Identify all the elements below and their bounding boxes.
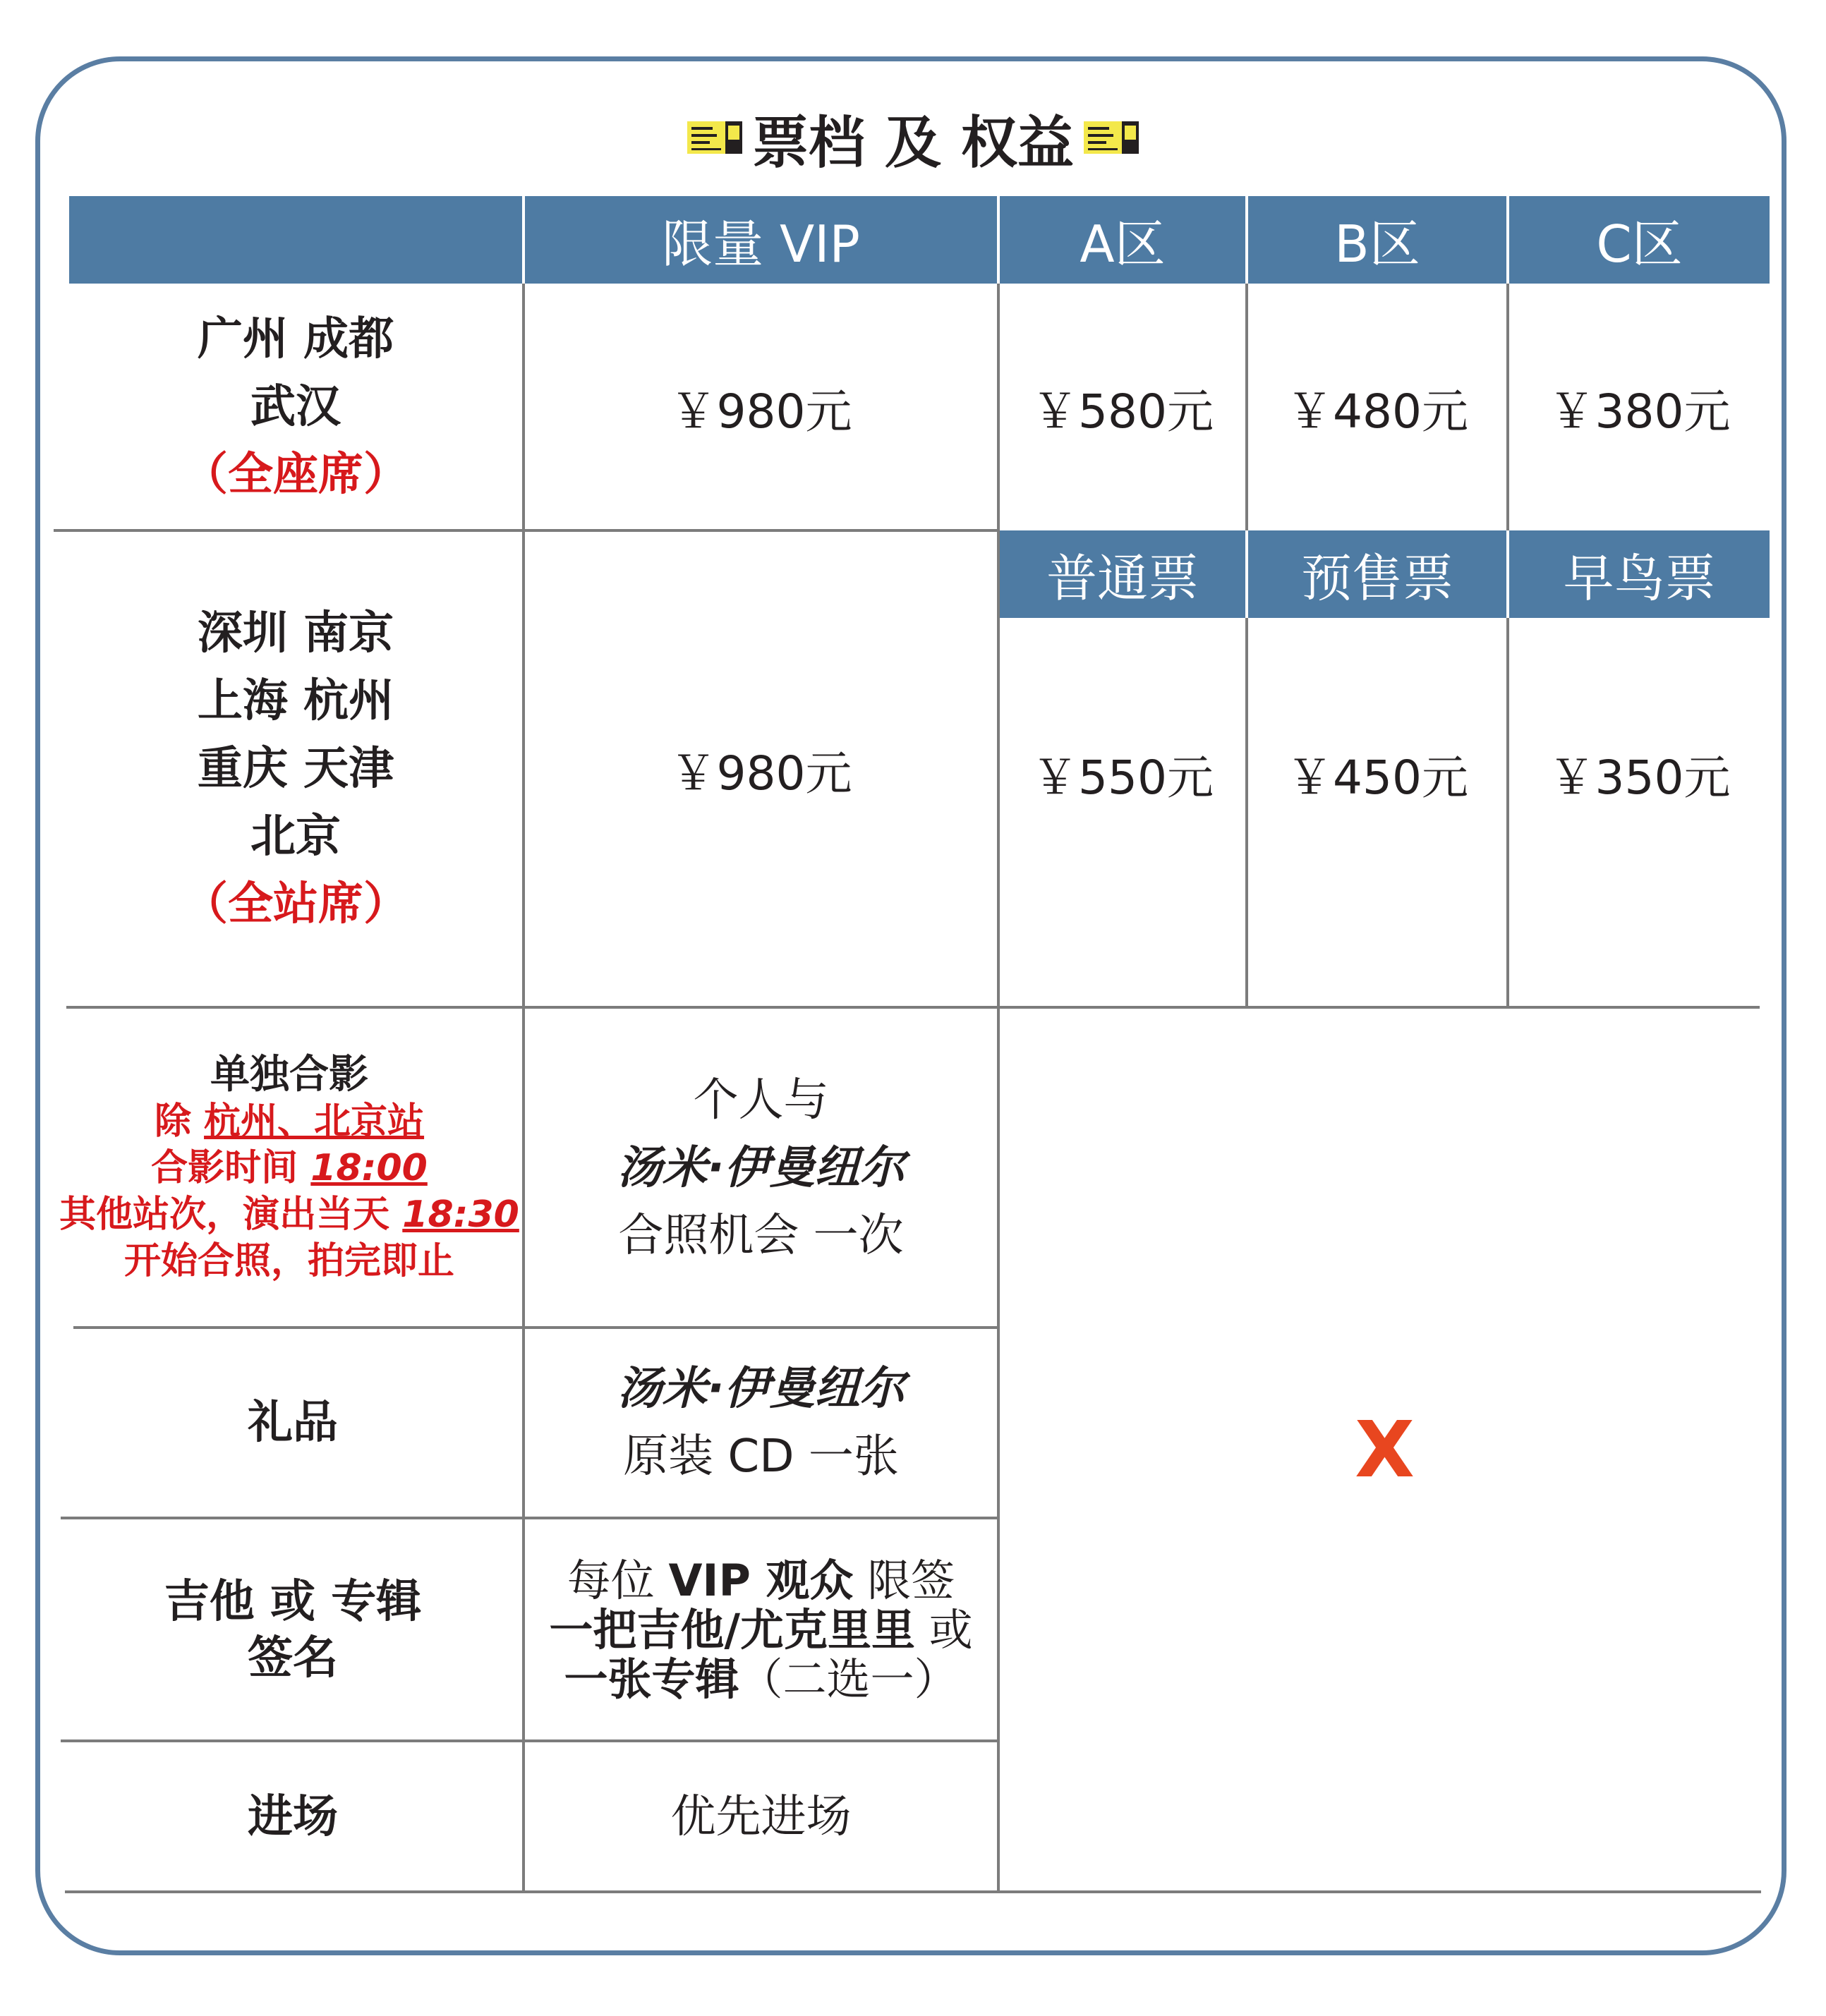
benefit-gift-label-cell bbox=[64, 1329, 522, 1517]
group2-price-normal: ￥550元 bbox=[1032, 750, 1214, 805]
divider bbox=[1245, 284, 1248, 530]
signature-value-2b: 或 bbox=[914, 1604, 973, 1656]
benefit-photo-label: 单独合影 bbox=[210, 1052, 368, 1098]
photo-time-prefix: 合影时间 bbox=[151, 1147, 311, 1189]
subheader-normal: 普通票 bbox=[1046, 549, 1199, 608]
photo-except-prefix: 除 bbox=[154, 1100, 205, 1143]
page-title bbox=[0, 99, 1826, 176]
signature-label-line1: 吉他 或 专辑 bbox=[164, 1576, 422, 1628]
group2-city-line3: 重庆 天津 bbox=[197, 743, 394, 795]
photo-other-prefix: 其他站次，演出当天 bbox=[59, 1194, 403, 1236]
photo-value-line3: 合照机会 一次 bbox=[618, 1210, 904, 1262]
divider bbox=[522, 284, 525, 1892]
photo-value-name: 汤米·伊曼纽尔 bbox=[617, 1142, 905, 1194]
group2-price-early: ￥350元 bbox=[1548, 750, 1731, 805]
signature-value-1a: 每位 bbox=[567, 1555, 669, 1606]
group1-price-vip: ￥980元 bbox=[670, 384, 852, 439]
benefit-signature-label-cell bbox=[64, 1519, 522, 1741]
group2-price-vip: ￥980元 bbox=[670, 746, 852, 801]
divider bbox=[1506, 284, 1509, 530]
group1-seat-note: （全座席） bbox=[183, 449, 409, 501]
benefit-entry-label: 进场 bbox=[248, 1791, 338, 1843]
header-vip: 限量 VIP bbox=[662, 214, 860, 274]
photo-except-cities: 杭州、北京站 bbox=[204, 1100, 425, 1143]
concert-ticket-icon bbox=[1084, 121, 1139, 154]
photo-value-line1: 个人与 bbox=[693, 1074, 829, 1127]
header-zone-a: A区 bbox=[1080, 214, 1166, 274]
divider bbox=[1245, 618, 1248, 1007]
group1-price-b: ￥480元 bbox=[1286, 384, 1468, 439]
group1-city-line1: 广州 成都 bbox=[197, 313, 394, 365]
signature-value-3a: 一张专辑 bbox=[564, 1653, 739, 1705]
group1-city-line2: 武汉 bbox=[250, 381, 341, 433]
header-zone-c: C区 bbox=[1596, 214, 1683, 274]
signature-value-1c: 限签 bbox=[853, 1555, 955, 1606]
title-text: 票档 及 权益 bbox=[752, 109, 1074, 176]
benefit-entry-label-cell bbox=[64, 1742, 522, 1892]
group1-cities bbox=[69, 284, 522, 530]
group2-city-line2: 上海 杭州 bbox=[197, 675, 394, 727]
divider bbox=[1506, 618, 1509, 1007]
signature-value-2a: 一把吉他/尤克里里 bbox=[549, 1604, 915, 1656]
benefit-signature-value-cell bbox=[525, 1519, 997, 1741]
subheader-early: 早鸟票 bbox=[1563, 549, 1716, 608]
gift-value-line2: 原装 CD 一张 bbox=[623, 1431, 899, 1483]
group2-price-presale: ￥450元 bbox=[1286, 750, 1468, 805]
gift-value-name: 汤米·伊曼纽尔 bbox=[617, 1363, 905, 1415]
benefit-gift-value-cell bbox=[525, 1329, 997, 1517]
group2-seat-note: （全站席） bbox=[183, 878, 409, 930]
benefit-photo-value-cell bbox=[525, 1009, 997, 1328]
group2-cities bbox=[69, 530, 522, 1007]
photo-other-suffix: 开始合照，拍完即止 bbox=[123, 1240, 454, 1282]
benefit-entry-value-cell bbox=[525, 1742, 997, 1892]
group2-city-line1: 深圳 南京 bbox=[197, 607, 394, 660]
group1-price-a: ￥580元 bbox=[1032, 384, 1214, 439]
divider bbox=[997, 284, 1000, 1892]
signature-value-1b: VIP 观众 bbox=[668, 1555, 854, 1606]
group1-price-c: ￥380元 bbox=[1548, 384, 1731, 439]
benefit-gift-label: 礼品 bbox=[248, 1397, 338, 1449]
photo-time: 18:00 bbox=[310, 1147, 428, 1189]
photo-other-time: 18:30 bbox=[402, 1194, 519, 1236]
signature-value-3b: （二选一） bbox=[739, 1653, 958, 1705]
concert-ticket-icon bbox=[687, 121, 742, 154]
group2-city-line4: 北京 bbox=[250, 810, 341, 863]
benefit-photo-label-cell bbox=[56, 1009, 522, 1328]
entry-value: 优先进场 bbox=[670, 1791, 852, 1843]
subheader-presale: 预售票 bbox=[1300, 549, 1453, 608]
cross-mark: X bbox=[1355, 1404, 1415, 1495]
other-tiers-not-included bbox=[1000, 1009, 1770, 1890]
signature-label-line2: 签名 bbox=[248, 1632, 338, 1684]
header-zone-b: B区 bbox=[1334, 214, 1420, 274]
